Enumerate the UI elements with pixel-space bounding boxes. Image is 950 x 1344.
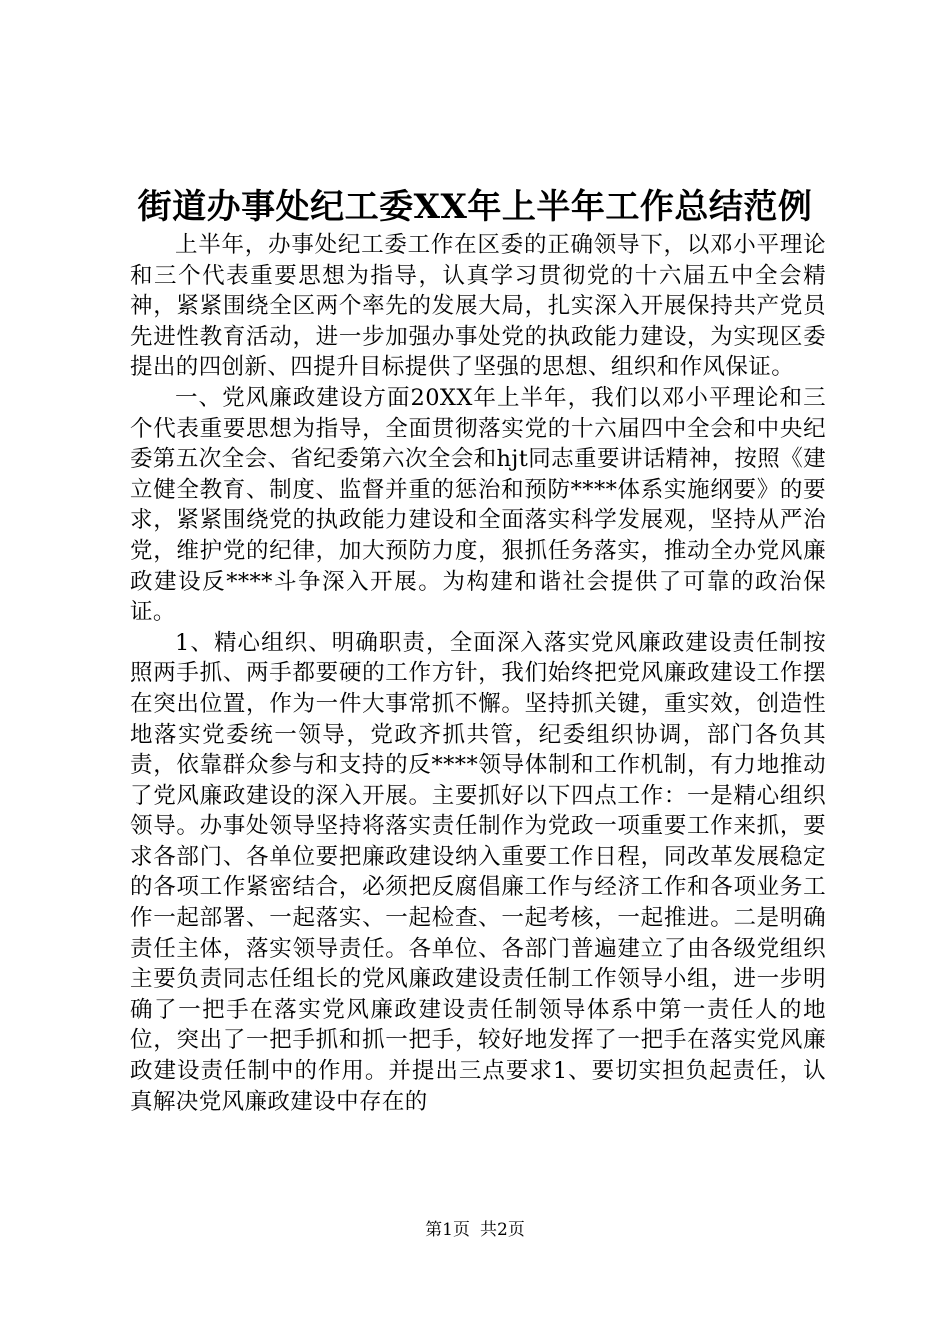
paragraph-intro: 上半年，办事处纪工委工作在区委的正确领导下，以邓小平理论和三个代表重要思想为指导，认真学习贯彻党的十六届五中全会精神，紧紧围绕全区两个率先的发展大局，扎实深入开展保持共产党员先进性教育活动，进一步加强办事处党的执政能力建设，为实现区委提出的四创新、四提升目标提供了坚强的思想、组织和作风保证。 <box>130 232 826 381</box>
document-title: 街道办事处纪工委XX年上半年工作总结范例 <box>137 187 813 227</box>
page-number: 第1页 <box>425 1220 470 1240</box>
paragraph-item-one: 1、精心组织、明确职责，全面深入落实党风廉政建设责任制按照两手抓、两手都要硬的工作方针，我们始终把党风廉政建设工作摆在突出位置，作为一件大事常抓不懈。坚持抓关键，重实效，创造性地落实党委统一领导，党政齐抓共管，纪委组织协调，部门各负其责，依靠群众参与和支持的反****领导体制和工作机制，有力地推动了党风廉政建设的深入开展。主要抓好以下四点工作：一是精心组织领导。办事处领导坚持将落实责任制作为党政一项重要工作来抓，要求各部门、各单位要把廉政建设纳入重要工作日程，同改革发展稳定的各项工作紧密结合，必须把反腐倡廉工作与经济工作和各项业务工作一起部署、一起落实、一起检查、一起考核，一起推进。二是明确责任主体，落实领导责任。各单位、各部门普遍建立了由各级党组织主要负责同志任组长的党风廉政建设责任制工作领导小组，进一步明确了一把手在落实党风廉政建设责任制领导体系中第一责任人的地位，突出了一把手抓和抓一把手，较好地发挥了一把手在落实党风廉政建设责任制中的作用。并提出三点要求1、要切实担负起责任，认真解决党风廉政建设中存在的 <box>130 629 826 1115</box>
page-footer <box>0 1218 950 1242</box>
paragraph-section-one: 一、党风廉政建设方面20XX年上半年，我们以邓小平理论和三个代表重要思想为指导，全面贯彻落实党的十六届四中全会和中央纪委第五次全会、省纪委第六次全会和hjt同志重要讲话精神，按照《建立健全教育、制度、监督并重的惩治和预防****体系实施纲要》的要求，紧紧围绕党的执政能力建设和全面落实科学发展观，坚持从严治党，维护党的纪律，加大预防力度，狠抓任务落实，推动全办党风廉政建设反****斗争深入开展。为构建和谐社会提供了可靠的政治保证。 <box>130 384 826 626</box>
page-count: 共2页 <box>480 1220 525 1240</box>
document-body <box>130 230 826 1117</box>
